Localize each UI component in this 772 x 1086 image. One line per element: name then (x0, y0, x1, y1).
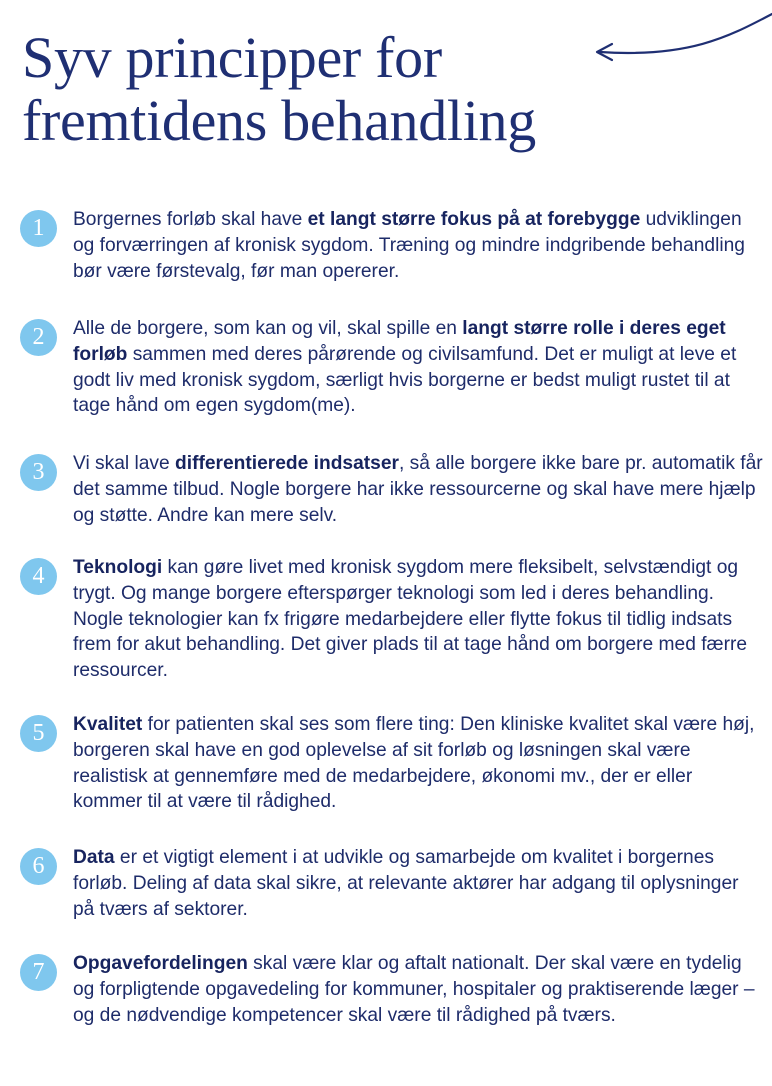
title-line-2: fremtidens behandling (22, 88, 536, 153)
number-badge: 3 (20, 454, 57, 491)
text-bold: Data (73, 847, 115, 868)
text-post: skal være klar og aftalt nationalt. Der skal være en tydelig og forpligtende opgavedeling for kommuner, hospitaler og praktiserende læger – og de nødvendige kompetencer skal være til rådighed på tværs. (73, 953, 755, 1026)
text-bold: Teknologi (73, 557, 163, 578)
text-bold: Kvalitet (73, 714, 143, 735)
number-badge: 4 (20, 558, 57, 595)
principle-text (73, 845, 763, 922)
principle-text (73, 451, 763, 528)
text-post: er et vigtigt element i at udvikle og samarbejde om kvalitet i borgernes forløb. Deling af data skal sikre, at relevante aktører har adgang til oplysninger på tværs af sektorer. (73, 847, 739, 920)
principle-text (73, 555, 763, 684)
text-post: udviklingen og forværringen af kronisk sygdom. Træning og mindre indgribende behandling bør være førstevalg, før man opererer. (73, 209, 745, 282)
number-badge: 5 (20, 715, 57, 752)
text-pre: Vi skal lave (73, 453, 176, 474)
text-post: kan gøre livet med kronisk sygdom mere fleksibelt, selvstændigt og trygt. Og mange borgere efterspørger teknologi som led i deres behandling. Nogle teknologier kan fx frigøre medarbejdere eller flytte fokus til tidlig indsats frem for akut behandling. Det giver plads til at tage hånd om borgere med færre ressourcer. (73, 557, 748, 682)
principle-text (73, 712, 763, 815)
text-pre: Borgernes forløb skal have (73, 209, 308, 230)
text-pre: Alle de borgere, som kan og vil, skal spille en (73, 318, 463, 339)
text-post: sammen med deres pårørende og civilsamfund. Det er muligt at leve et godt liv med kronisk sygdom, særligt hvis borgerne er bedst muligt rustet til at tage hånd om egen sygdom(me). (73, 343, 737, 417)
text-bold: differentierede indsatser (175, 453, 399, 474)
text-post: , så alle borgere ikke bare pr. automatik får det samme tilbud. Nogle borgere har ikke ressourcerne og skal have mere hjælp og støtte. Andre kan mere selv. (73, 453, 763, 526)
principle-text (73, 316, 763, 419)
number-badge: 1 (20, 210, 57, 247)
title-line-1: Syv principper for (22, 25, 442, 90)
text-bold: langt større rolle i deres eget forløb (73, 318, 726, 365)
text-post: for patienten skal ses som flere ting: Den kliniske kvalitet skal være høj, borgeren skal have en god oplevelse af sit forløb og løsningen skal være realistisk at gennemføre med de medarbejdere, økonomi mv., der er eller kommer til at være til rådighed. (73, 714, 755, 813)
text-bold: Opgavefordelingen (73, 953, 248, 974)
number-badge: 7 (20, 954, 57, 991)
principle-text (73, 207, 763, 284)
number-badge: 6 (20, 848, 57, 885)
text-bold: et langt større fokus på at forebygge (307, 209, 641, 230)
principle-text (73, 951, 763, 1028)
page-title (22, 26, 536, 152)
number-badge: 2 (20, 319, 57, 356)
